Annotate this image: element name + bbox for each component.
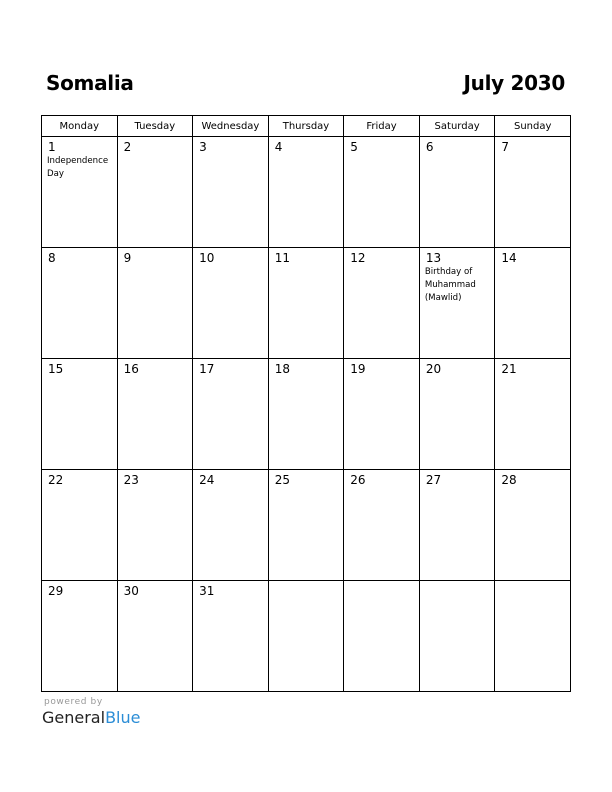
- day-cell: [193, 359, 269, 470]
- day-number: 11: [274, 251, 290, 265]
- holiday-label: [420, 376, 495, 377]
- powered-by-label: powered by: [44, 697, 103, 707]
- day-cell: [117, 248, 193, 359]
- day-cell: [42, 248, 118, 359]
- month-title: July 2030: [463, 71, 565, 95]
- day-number: 8: [48, 251, 56, 265]
- holiday-label: [344, 376, 419, 377]
- generalblue-logo[interactable]: [42, 708, 140, 727]
- day-number: 21: [501, 362, 517, 376]
- day-number: 29: [48, 584, 64, 598]
- day-cell: [117, 470, 193, 581]
- holiday-label: [193, 265, 268, 266]
- day-cell: [495, 581, 571, 692]
- weekday-header: Tuesday: [117, 116, 193, 137]
- day-cell: [193, 248, 269, 359]
- brand-blue: Blue: [105, 708, 141, 727]
- week-row: [42, 359, 571, 470]
- weekday-header: Sunday: [495, 116, 571, 137]
- holiday-label: [495, 154, 570, 155]
- holiday-label: [269, 154, 344, 155]
- day-cell: [268, 137, 344, 248]
- day-number: 13: [425, 251, 442, 265]
- day-cell: [268, 470, 344, 581]
- holiday-label: [420, 585, 495, 586]
- day-number: 5: [350, 140, 358, 154]
- day-cell: [495, 248, 571, 359]
- day-cell: [495, 137, 571, 248]
- day-number: 15: [48, 362, 64, 376]
- holiday-label: Birthday of Muhammad (Mawlid): [424, 267, 476, 303]
- day-cell: [117, 137, 193, 248]
- holiday-label: [42, 487, 117, 488]
- weekday-header: Friday: [344, 116, 420, 137]
- weekday-header: Saturday: [419, 116, 495, 137]
- holiday-label: [495, 487, 570, 488]
- holiday-label: Independence Day: [47, 156, 109, 179]
- day-cell: [344, 137, 420, 248]
- weekday-header: Thursday: [268, 116, 344, 137]
- day-number: 12: [350, 251, 366, 265]
- week-row: [42, 137, 571, 248]
- week-row: [42, 581, 571, 692]
- day-cell: [42, 470, 118, 581]
- day-cell: [495, 470, 571, 581]
- day-cell: [419, 359, 495, 470]
- day-cell: [117, 359, 193, 470]
- day-cell: [268, 359, 344, 470]
- day-cell: [419, 137, 495, 248]
- week-row: [42, 470, 571, 581]
- day-number: 31: [199, 584, 215, 598]
- holiday-label: [193, 487, 268, 488]
- day-number: 27: [425, 473, 442, 487]
- day-cell: [42, 137, 118, 248]
- day-number: 14: [501, 251, 517, 265]
- day-number: 7: [501, 140, 510, 154]
- holiday-label: [420, 154, 495, 155]
- holiday-label: [269, 487, 344, 488]
- day-cell: [193, 137, 269, 248]
- calendar-grid: [41, 115, 571, 692]
- day-number: 28: [501, 473, 517, 487]
- weekday-header: Wednesday: [193, 116, 269, 137]
- day-cell: [268, 581, 344, 692]
- day-number: 22: [48, 473, 64, 487]
- holiday-label: [495, 265, 570, 266]
- day-number: 10: [199, 251, 215, 265]
- day-number: 6: [425, 140, 434, 154]
- holiday-label: [344, 585, 419, 586]
- day-cell: [193, 470, 269, 581]
- day-cell: [42, 581, 118, 692]
- holiday-label: [118, 487, 193, 488]
- holiday-label: [193, 376, 268, 377]
- day-cell: [419, 248, 495, 359]
- holiday-label: [193, 154, 268, 155]
- day-cell: [344, 359, 420, 470]
- day-cell: [419, 470, 495, 581]
- day-cell: [344, 248, 420, 359]
- brand-general: General: [42, 708, 106, 727]
- country-title: Somalia: [46, 71, 134, 95]
- day-number: 24: [199, 473, 215, 487]
- holiday-label: [420, 487, 495, 488]
- day-number: 9: [123, 251, 132, 265]
- day-cell: [495, 359, 571, 470]
- day-cell: [344, 470, 420, 581]
- day-number: 20: [425, 362, 442, 376]
- holiday-label: [344, 265, 419, 266]
- holiday-label: [118, 265, 193, 266]
- holiday-label: [495, 376, 570, 377]
- weekday-header: Monday: [42, 116, 118, 137]
- day-cell: [419, 581, 495, 692]
- holiday-label: [269, 376, 344, 377]
- holiday-label: [118, 154, 193, 155]
- day-number: 16: [123, 362, 139, 376]
- day-number: 1: [48, 140, 56, 154]
- day-number: 25: [274, 473, 290, 487]
- day-number: 4: [274, 140, 283, 154]
- holiday-label: [344, 154, 419, 155]
- holiday-label: [42, 598, 117, 599]
- day-number: 30: [123, 584, 139, 598]
- week-row: [42, 248, 571, 359]
- day-cell: [117, 581, 193, 692]
- day-cell: [344, 581, 420, 692]
- day-cell: [268, 248, 344, 359]
- day-cell: [42, 359, 118, 470]
- holiday-label: [495, 585, 570, 586]
- holiday-label: [344, 487, 419, 488]
- day-number: 23: [123, 473, 139, 487]
- day-cell: [193, 581, 269, 692]
- day-number: 18: [274, 362, 290, 376]
- holiday-label: [42, 376, 117, 377]
- day-number: 17: [199, 362, 215, 376]
- holiday-label: [118, 376, 193, 377]
- weekday-header-row: [42, 116, 571, 137]
- day-number: 26: [350, 473, 366, 487]
- day-number: 3: [199, 140, 207, 154]
- holiday-label: [42, 265, 117, 266]
- holiday-label: [118, 598, 193, 599]
- holiday-label: [269, 585, 344, 586]
- holiday-label: [193, 598, 268, 599]
- holiday-label: [269, 265, 344, 266]
- day-number: 2: [123, 140, 132, 154]
- day-number: 19: [350, 362, 366, 376]
